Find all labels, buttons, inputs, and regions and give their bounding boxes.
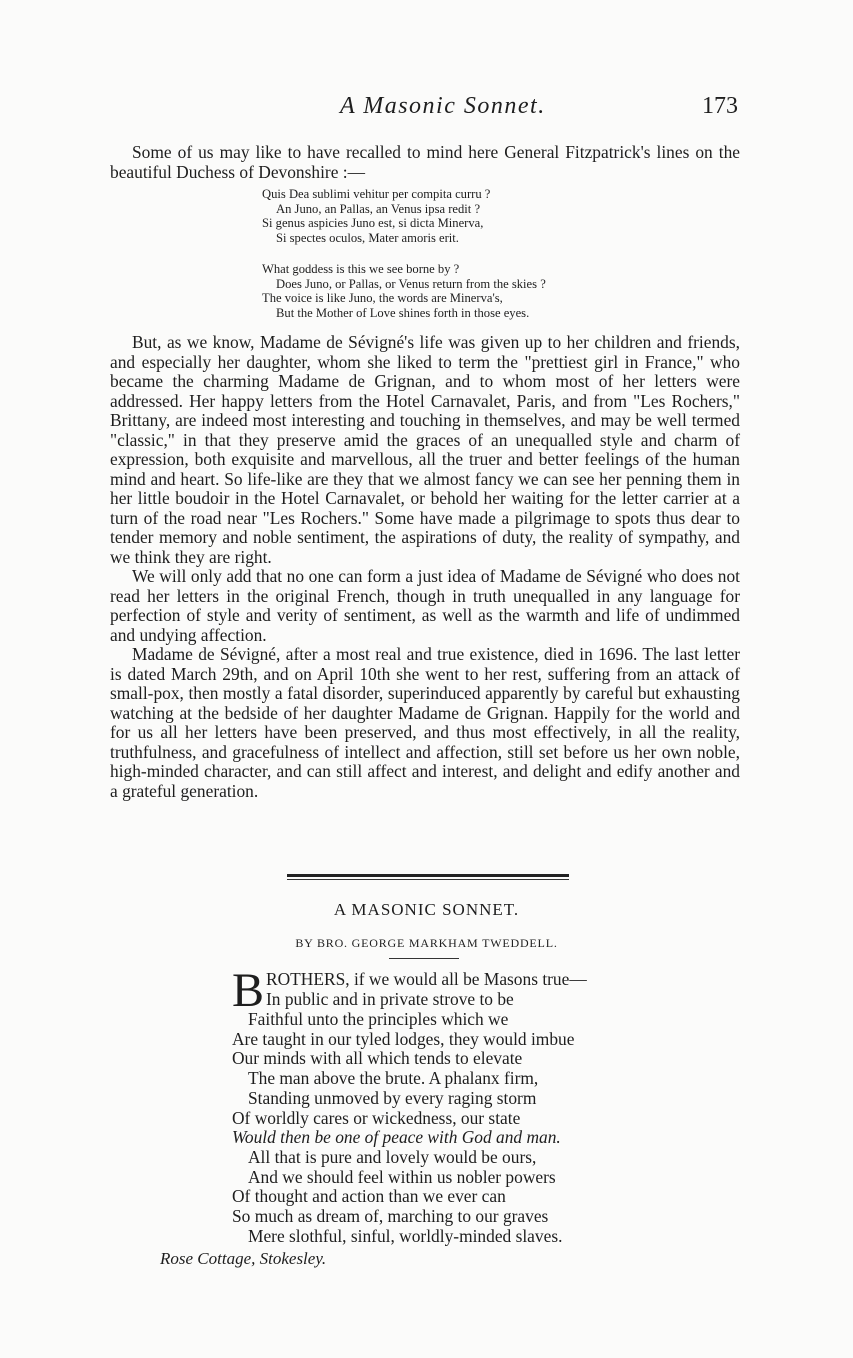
verse-line: Si genus aspicies Juno est, si dicta Minerva, (262, 216, 484, 231)
verse-line: An Juno, an Pallas, an Venus ipsa redit ? (276, 201, 481, 216)
intro-paragraph: Some of us may like to have recalled to mind here General Fitzpatrick's lines on the beautiful Duchess of Devonshire :— (110, 142, 740, 182)
verse-line: Does Juno, or Pallas, or Venus return from the skies ? (276, 276, 546, 291)
sonnet-poem (232, 964, 587, 1246)
poem-line: In public and in private strove to be (266, 988, 514, 1009)
intro-block (110, 143, 740, 182)
poem-line: Our minds with all which tends to elevate (232, 1048, 523, 1069)
verse-line: Quis Dea sublimi vehitur per compita curru ? (262, 187, 491, 201)
verse-line: The voice is like Juno, the words are Minerva's, (262, 291, 503, 306)
poem-line: And we should feel within us nobler powers (248, 1166, 556, 1187)
page-number: 173 (702, 93, 738, 119)
body-text (110, 333, 740, 801)
english-verse (262, 262, 546, 320)
poem-line: Are taught in our tyled lodges, they would imbue (232, 1028, 575, 1049)
sonnet-place: Rose Cottage, Stokesley. (160, 1249, 327, 1268)
sonnet-title: A MASONIC SONNET. (333, 900, 520, 919)
poem-line: The man above the brute. A phalanx firm, (248, 1068, 539, 1089)
poem-line: Would then be one of peace with God and man. (232, 1127, 561, 1148)
body-paragraph: Madame de Sévigné, after a most real and true existence, died in 1696. The last letter is dated March 29th, and on April 10th she went to her rest, suffering from an attack of small-pox, then mostly a fatal disorder, superinduced apparently by careful but exhausting watching at the bedside of her daughter Madame de Grignan. Happily for the world and for us all her letters have been preserved, and thus most effectively, in all the reality, truthfulness, and gracefulness of intellect and affection, still set before us her own noble, high-minded character, and can still affect and interest, and delight and edify another and a grateful generation. (110, 644, 740, 801)
sonnet-byline: BY BRO. GEORGE MARKHAM TWEDDELL. (295, 936, 558, 950)
section-divider (287, 874, 569, 880)
drop-cap: B (232, 964, 265, 1017)
page-header (0, 93, 853, 123)
latin-verse (262, 187, 490, 245)
body-paragraph: We will only add that no one can form a just idea of Madame de Sévigné who does not read her letters in the original French, though in truth unequalled in any language for perfection of style and verity of sentiment, as well as the warmth and life of undimmed and undying affection. (110, 566, 740, 645)
verse-line: Si spectes oculos, Mater amoris erit. (276, 230, 459, 245)
poem-line: Faithful unto the principles which we (248, 1009, 509, 1029)
poem-line: All that is pure and lovely would be ours, (248, 1146, 537, 1167)
poem-line: Mere slothful, sinful, worldly-minded slaves. (248, 1225, 563, 1246)
byline-rule (389, 958, 459, 959)
verse-line: What goddess is this we see borne by ? (262, 262, 460, 276)
running-title: A Masonic Sonnet. (340, 93, 546, 119)
poem-line: Of thought and action than we ever can (232, 1186, 506, 1207)
poem-line: ROTHERS, if we would all be Masons true— (266, 969, 587, 989)
poem-line: Of worldly cares or wickedness, our state (232, 1107, 521, 1128)
body-paragraph: But, as we know, Madame de Sévigné's life was given up to her children and friends, and especially her daughter, whom she liked to term the "prettiest girl in France," who became the charming Madame de Grignan, and to whom most of her letters were addressed. Her happy letters from the Hotel Carnavalet, Paris, and from "Les Rochers," Brittany, are indeed most interesting and touching in themselves, and may be well termed "classic," in that they preserve amid the graces of an unequalled style and charm of expression, both exquisite and marvellous, all the truer and better feelings of the human mind and heart. So life-like are they that we almost fancy we can see her penning them in her little boudoir in the Hotel Carnavalet, or behold her waiting for the letter carrier at a turn of the road near "Les Rochers." Some have made a pilgrimage to spots thus dear to tender memory and noble sentiment, the aspirations of duty, the reality of sympathy, and we think they are right. (110, 332, 740, 567)
poem-line: So much as dream of, marching to our graves (232, 1206, 549, 1227)
poem-line: Standing unmoved by every raging storm (248, 1087, 537, 1108)
verse-line: But the Mother of Love shines forth in those eyes. (276, 305, 530, 320)
